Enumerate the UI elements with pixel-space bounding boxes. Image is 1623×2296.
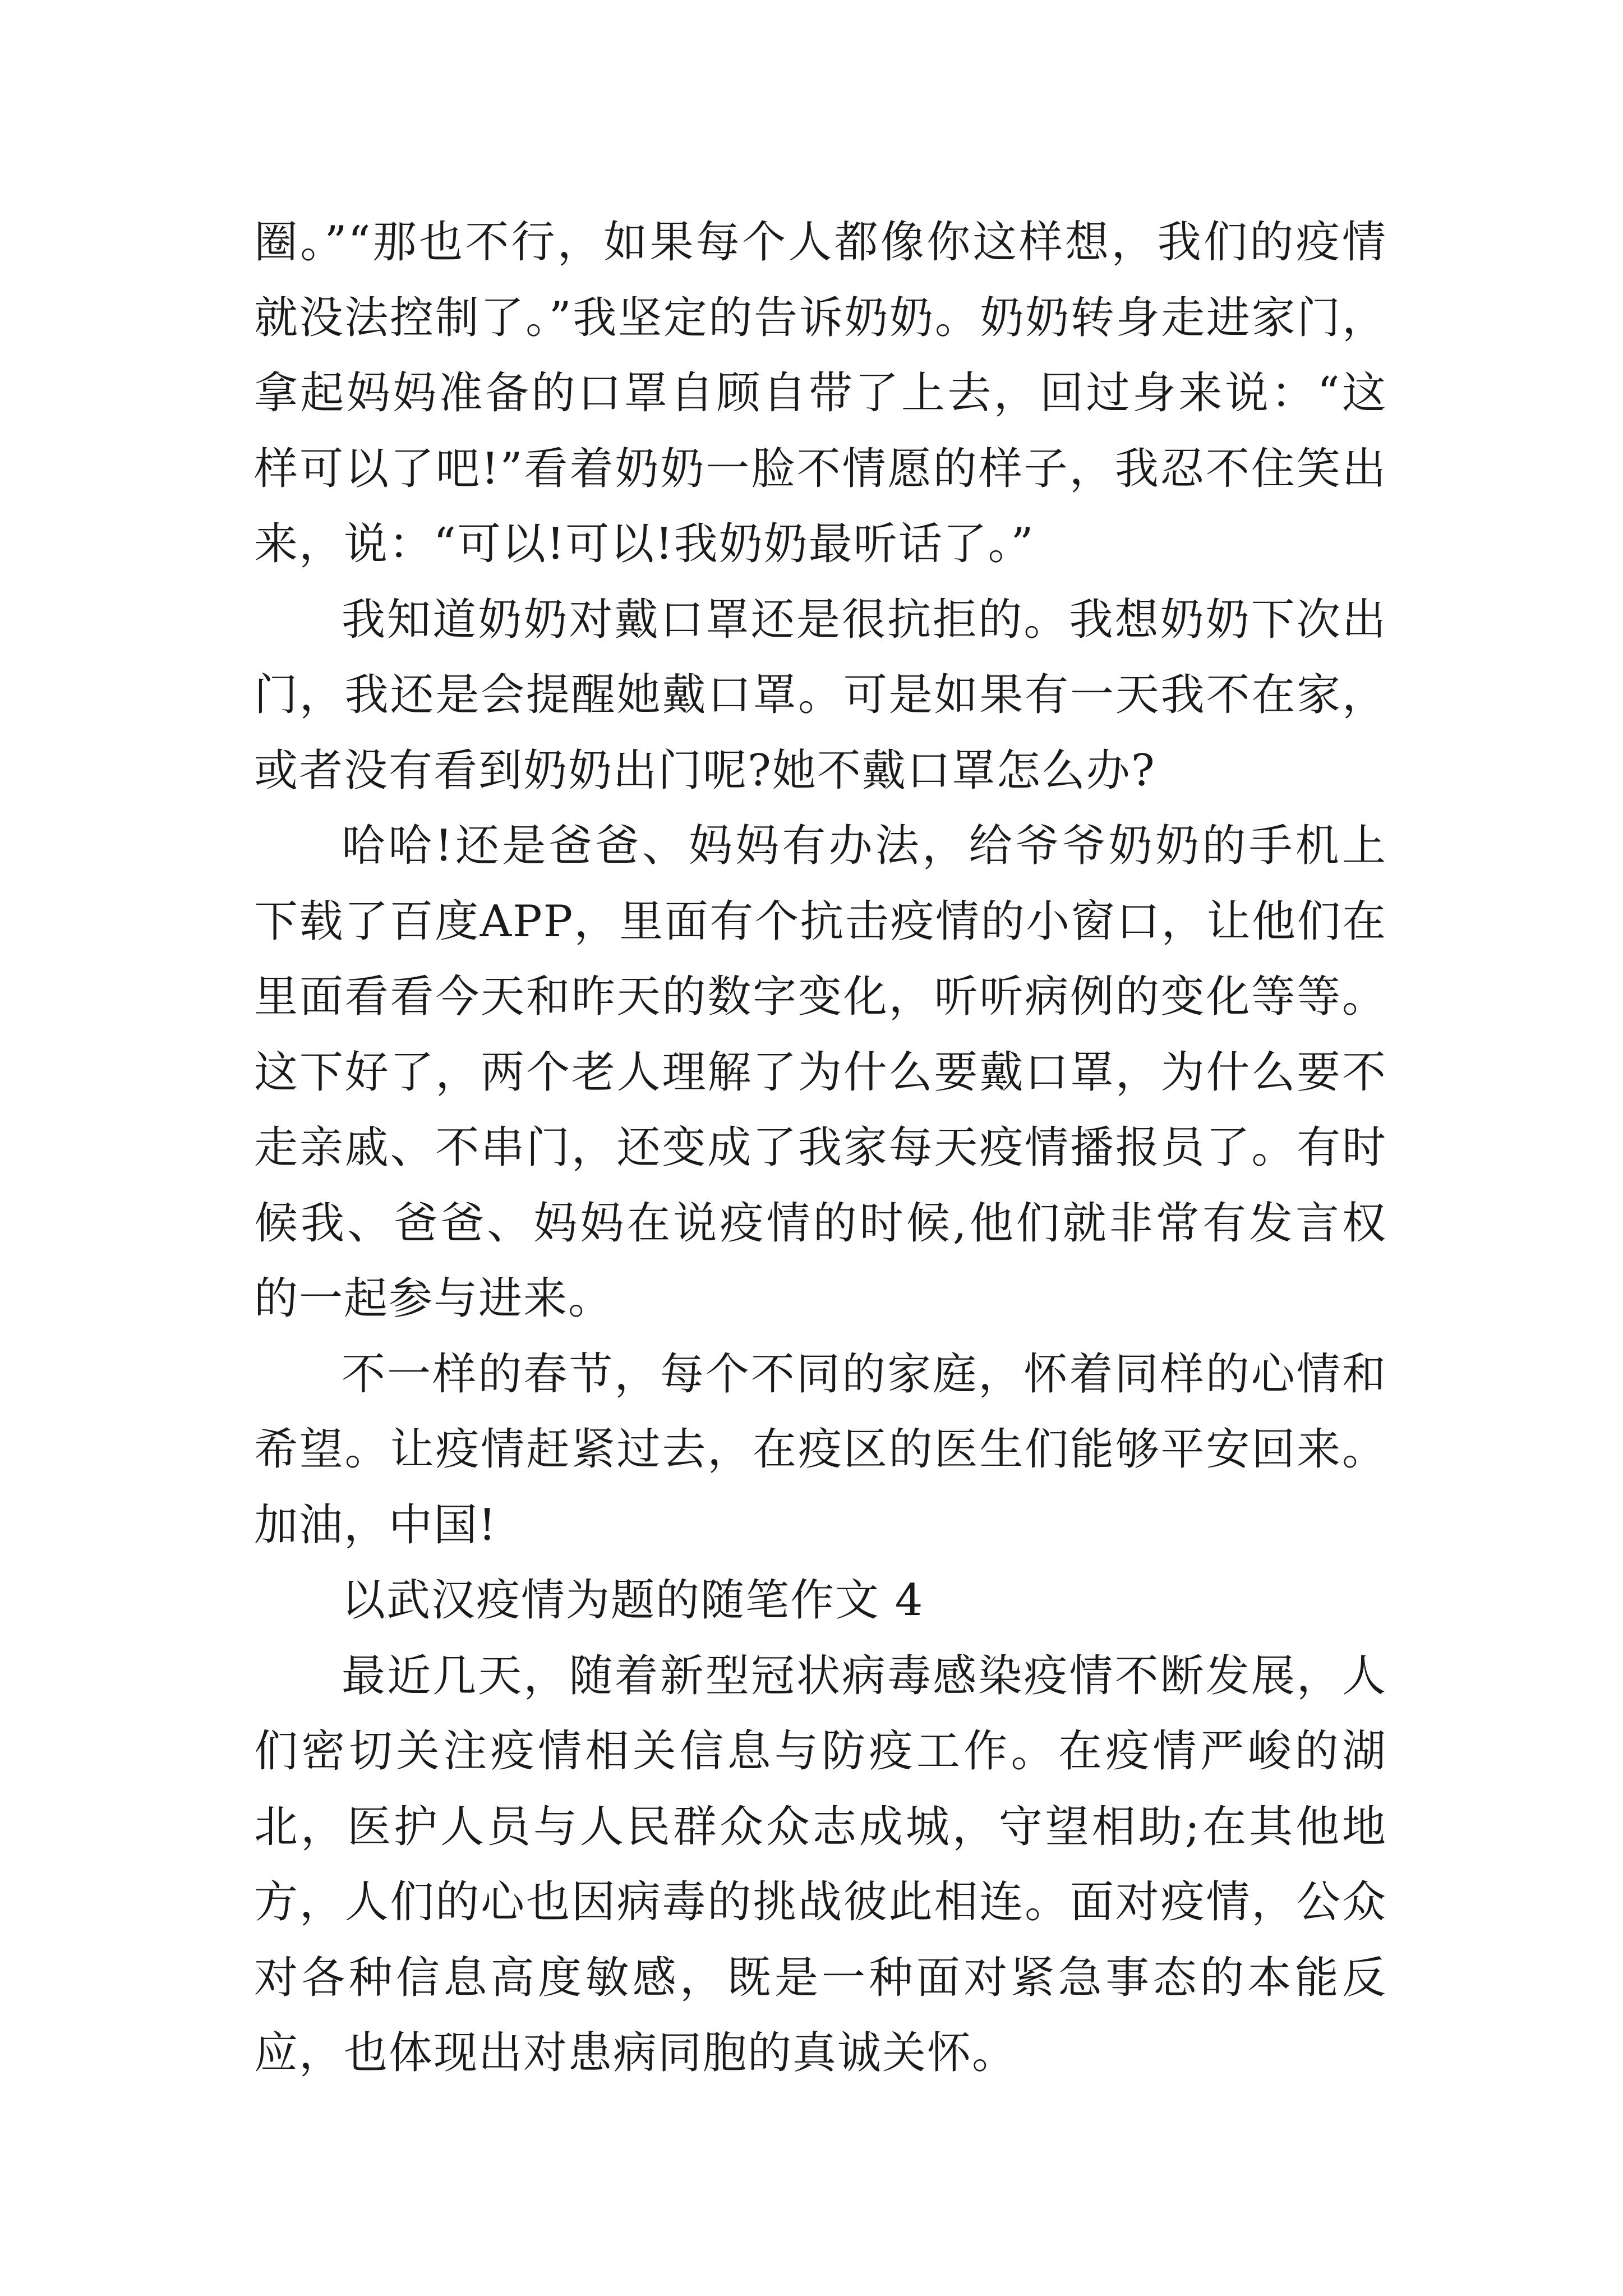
paragraph-1: 圈。”“那也不行，如果每个人都像你这样想，我们的疫情就没法控制了。”我坚定的告诉奶奶。奶奶转身走进家门，拿起妈妈准备的口罩自顾自带了上去，回过身来说：“这样可以了吧!”看着奶奶一脸不情愿的样子，我忍不住笑出来，说：“可以!可以!我奶奶最听话了。”	[254, 217, 1387, 569]
document-body	[254, 205, 1387, 2091]
paragraph-2: 我知道奶奶对戴口罩还是很抗拒的。我想奶奶下次出门，我还是会提醒她戴口罩。可是如果有一天我不在家，或者没有看到奶奶出门呢?她不戴口罩怎么办?	[254, 594, 1387, 796]
section-title: 以武汉疫情为题的随笔作文 4	[342, 1575, 924, 1626]
paragraph-4: 不一样的春节，每个不同的家庭，怀着同样的心情和希望。让疫情赶紧过去，在疫区的医生们能够平安回来。加油，中国!	[254, 1349, 1387, 1550]
paragraph-5: 最近几天，随着新型冠状病毒感染疫情不断发展，人们密切关注疫情相关信息与防疫工作。在疫情严峻的湖北，医护人员与人民群众众志成城，守望相助;在其他地方，人们的心也因病毒的挑战彼此相连。面对疫情，公众对各种信息高度敏感，既是一种面对紧急事态的本能反应，也体现出对患病同胞的真诚关怀。	[254, 1650, 1387, 2078]
paragraph-3: 哈哈!还是爸爸、妈妈有办法，给爷爷奶奶的手机上下载了百度APP，里面有个抗击疫情的小窗口，让他们在里面看看今天和昨天的数字变化，听听病例的变化等等。这下好了，两个老人理解了为什么要戴口罩，为什么要不走亲戚、不串门，还变成了我家每天疫情播报员了。有时候我、爸爸、妈妈在说疫情的时候,他们就非常有发言权的一起参与进来。	[254, 821, 1387, 1324]
